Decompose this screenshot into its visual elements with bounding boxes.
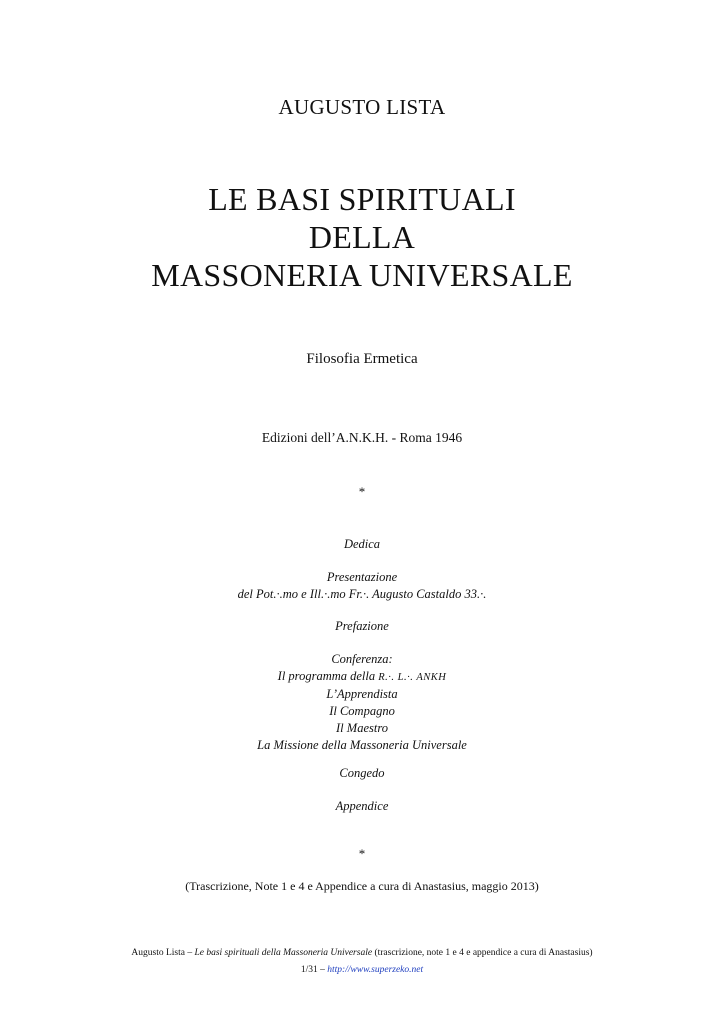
- separator-asterisk-2: *: [358, 846, 366, 861]
- footer-page-number: 1/31 –: [300, 965, 328, 975]
- footer-line-2: [0, 962, 724, 979]
- toc-compagno: Il Compagno: [329, 704, 395, 718]
- toc-congedo: Congedo: [339, 766, 385, 780]
- page-footer: [0, 945, 724, 979]
- separator-asterisk: *: [358, 484, 366, 499]
- toc-programma: [0, 668, 724, 686]
- title-line-2: DELLA: [308, 219, 416, 255]
- toc-presentazione-title: Presentazione: [326, 570, 398, 584]
- title-line-1: LE BASI SPIRITUALI: [208, 181, 516, 217]
- toc-maestro: Il Maestro: [336, 721, 388, 735]
- toc-apprendista: L’Apprendista: [326, 687, 398, 701]
- toc-programma-lodge: R.·. L.·. ANKH: [378, 672, 447, 683]
- toc-conferenza-title: Conferenza:: [331, 652, 393, 666]
- toc-presentazione-detail: del Pot.·.mo e Ill.·.mo Fr.·. Augusto Castaldo 33.·.: [237, 587, 487, 601]
- transcription-credit: (Trascrizione, Note 1 e 4 e Appendice a cura di Anastasius, maggio 2013): [185, 879, 539, 893]
- document-subtitle: Filosofia Ermetica: [306, 351, 418, 367]
- footer-url-link[interactable]: http://www.superzeko.net: [327, 965, 424, 975]
- footer-line-1: [0, 945, 724, 962]
- title-line-3: MASSONERIA UNIVERSALE: [151, 257, 573, 293]
- footer-title: Le basi spirituali della Massoneria Universale: [194, 948, 373, 958]
- toc-presentazione: [0, 569, 724, 603]
- footer-note: (trascrizione, note 1 e 4 e appendice a cura di Anastasius): [372, 948, 593, 958]
- toc-dedica: Dedica: [343, 537, 381, 551]
- edition-info: Edizioni dell’A.N.K.H. - Roma 1946: [261, 430, 463, 445]
- footer-author: Augusto Lista –: [131, 948, 195, 958]
- toc-programma-prefix: Il programma della: [277, 669, 379, 683]
- author-name: AUGUSTO LISTA: [278, 95, 446, 119]
- toc-conferenza: [0, 651, 724, 754]
- toc-missione: La Missione della Massoneria Universale: [257, 738, 467, 752]
- toc-prefazione: Prefazione: [335, 619, 389, 633]
- document-title: [0, 180, 724, 294]
- toc-appendice: Appendice: [335, 799, 389, 813]
